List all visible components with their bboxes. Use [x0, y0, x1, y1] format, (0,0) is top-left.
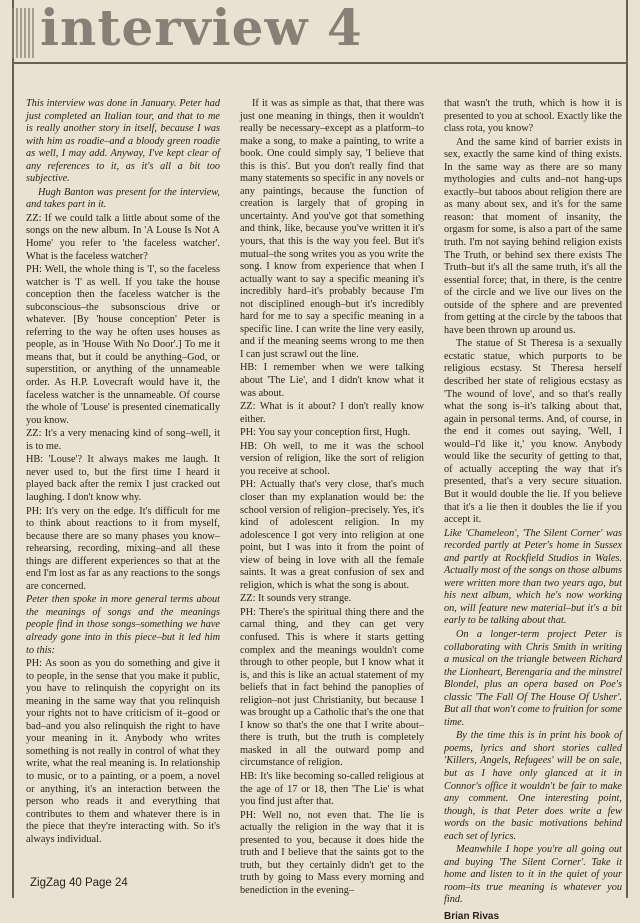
column-2: [240, 98, 424, 923]
article-paragraph: HB: Oh well, to me it was the school version of religion, like the sort of religion you receive at school.: [240, 440, 424, 477]
article-paragraph: HB: I remember when we were talking about 'The Lie', and I didn't know what it was about.: [240, 362, 424, 399]
article-paragraph: PH: You say your conception first, Hugh.: [240, 427, 411, 439]
article-paragraph: PH: It's very on the edge. It's difficult for me to think about reactions to it from myself, because there are so many phases you know–rehearsing, recording, mixing–and all these things are different experiences so that at the end I'm lost as far as any reactions to the songs are concerned.: [26, 505, 220, 592]
article-paragraph: ZZ: It's a very menacing kind of song–well, it is to me.: [26, 428, 220, 452]
article-paragraph: This interview was done in January. Peter had just completed an Italian tour, and that to me is really another story in itself, because I was with him as roadie–and a bloody green roadie as well, I may add. Anyway, I've kept clear of any references to it, as it's all a bit too subjective.: [26, 98, 220, 185]
article-paragraph: Meanwhile I hope you're all going out and buying 'The Silent Corner'. Take it home and listen to it in the quiet of your room–its true meaning is whatever you find.: [444, 844, 622, 906]
article-paragraph: The statue of St Theresa is a sexually ecstatic statue, which purports to be religious ecstasy. St Theresa herself described her state of religious ecstasy as 'The wound of love', and so that's really what the song is–it's talking about that, again in personal terms. And, of course, in the end it comes out saying, 'Well, I would–I'd like it,' you know. Anybody would like the security of getting to that, of actually accepting the way that it's presented, that's a very secure situation. But it would double the lie. If you believe that it's a lie then it doubles the lie if you accept it.: [444, 338, 622, 526]
article-paragraph: ZZ: If we could talk a little about some of the songs on the new album. In 'A Louse Is Not A Home' you refer to 'the faceless watcher'. What is the faceless watcher?: [26, 212, 220, 262]
article-paragraph: Peter then spoke in more general terms about the meanings of songs and the meanings people find in those songs–something we have already gone into in this piece–but it led him to this:: [26, 594, 220, 656]
article-paragraph: PH: Well, the whole thing is 'I', so the faceless watcher is 'I' as well. If you take the house conception then the faceless watcher is the subconscious–the subsonscious drive or whatever. [By 'house conception' Peter is referring to the way he often uses houses as people, as in 'House With No Door'.] To me it means that, but it could be anything–God, or superstition, or anything of the unnameable order. As H.P. Lovecraft would have it, the faceless watcher is the unnameable. Of course the whole of 'Louse' is presented cinematically you know.: [26, 264, 220, 426]
article-paragraph: PH: There's the spiritual thing there and the carnal thing, and they can get very confused. This is where it starts getting complex and the meanings wouldn't come through to other people, but I know what it is, and this is like an actual statement of my beliefs that in fact behind the panoplies of religion–not just Christianity, but because I was brought up a Catholic that's the one that I know so that's the one that I write about–there is truth, but the truth is completely masked in all the outward pomp and circumstance of religion.: [240, 606, 424, 769]
article-paragraph: Hugh Banton was present for the interview, and takes part in it.: [26, 186, 220, 211]
page-title: interview 4: [40, 0, 363, 57]
article-paragraph: By the time this is in print his book of poems, lyrics and short stories called 'Killers, Angels, Refugees' will be on sale, but as I have only glanced at it in Connor's office it wouldn't be fair to make any comment. One interesting point, though, is that Peter does write a few words on the basic motivations behind each set of lyrics.: [444, 730, 622, 842]
header-hatch-decoration: [12, 8, 34, 58]
author-signature: Brian Rivas: [444, 911, 500, 922]
article-paragraph: If it was as simple as that, that there was just one meaning in things, then it wouldn't really be necessary–except as a platform–to make a song, to make a painting, to write a book. One could simply say, 'I believe that this is this'. But you don't really find that many statements so specific in any novels or any paintings, because the function of creation is largely that of groping in uncertainty. And you've got that something and think, like, because you've written it it's yours, that this is the way you feel. But it's mutual–the song writes you as you write the song. I know from experience that when I actually want to say a specific meaning it's incredibly hard–it's probably because I'm not disciplined enough–but it's incredibly hard for me to say a specific meaning in a specific line. I can write the line very easily, and if the meaning seems wrong to me then I can just scrawl out the line.: [240, 98, 424, 360]
left-border-rule: [12, 0, 14, 898]
article-paragraph: PH: As soon as you do something and give it to people, in the sense that you make it public, you have to relinquish the copyright on its meaning in the same way that you relinquish your rights not to have criticism of it–good or bad–and you also relinquish the right to have your meaning in it. Anybody who writes something is not really in control of what they write, what the real meaning is. In relationship to music, or to a painting, or a poem, a novel or anything, it's an interaction between the person who reads it and everything that contributes to them and whatever there is in the piece that they're interacting with. So it's always individual.: [26, 658, 220, 845]
article-paragraph: And the same kind of barrier exists in sex, exactly the same kind of thing exists. In the same way as there are so many mythologies and cults and–not hang-ups exactly–but taboos about religion there are as many about sex, and it's for the same reason: that moment of insanity, the orgasm for some, is also a part of the same truth. I'm not saying behind religion exists The Truth, or behind sex there exists The Truth–but it's all the same truth, it's all the essential force; that, in there, is the centre of the circle and we live our lives on the outside of the sphere and are prevented from getting at the circle by the taboos that have been thrown up around us.: [444, 136, 622, 336]
article-paragraph: Like 'Chameleon', 'The Silent Corner' was recorded partly at Peter's home in Sussex and partly at Rockfield Studios in Wales. Actually most of the songs on those albums were written more than two years ago, but his next album, which he's now working on, will feature new material–but it's a bit early to be talking about that.: [444, 527, 622, 627]
page-header: [12, 2, 628, 64]
column-3: [444, 98, 622, 923]
column-1: [26, 98, 220, 923]
article-paragraph: HB: It's like becoming so-called religious at the age of 17 or 18, then 'The Lie' is what you find just after that.: [240, 770, 424, 808]
article-paragraph: HB: 'Louse'? It always makes me laugh. It never used to, but the first time I heard it played back after the remix I just cracked out laughing. I don't know why.: [26, 454, 220, 503]
article-paragraph: that wasn't the truth, which is how it is presented to you at school. Exactly like the class rota, you know?: [444, 98, 622, 135]
article-paragraph: PH: Actually that's very close, that's much closer than my explanation would be: the school version of religion–precisely. Yes, it's kind of adolescent religion. In my adolescence I got very into religion at one point, but I was into it from the point of view of being in love with all the female saints. It was a great confusion of sex and religion, which is what the song is about.: [240, 479, 424, 591]
article-paragraph: On a longer-term project Peter is collaborating with Chris Smith in writing a musical on the triangle between Richard the Lionheart, Berengaria and the minstrel Blondel, plus an opera based on Poe's classic 'The Fall Of The House Of Usher'. But all that won't come to fruition for some time.: [444, 628, 622, 728]
article-paragraph: PH: Well no, not even that. The lie is actually the religion in the way that it is presented to you, because it does hide the truth and I believe that the saints got to the truth, but they certainly didn't get to the truth by going to Mass every morning and benediction in the evening–: [240, 809, 424, 896]
page-footer: ZigZag 40 Page 24: [30, 877, 128, 889]
article-paragraph: ZZ: What is it about? I don't really know either.: [240, 401, 424, 425]
right-border-rule: [626, 0, 628, 898]
article-paragraph: ZZ: It sounds very strange.: [240, 593, 352, 605]
